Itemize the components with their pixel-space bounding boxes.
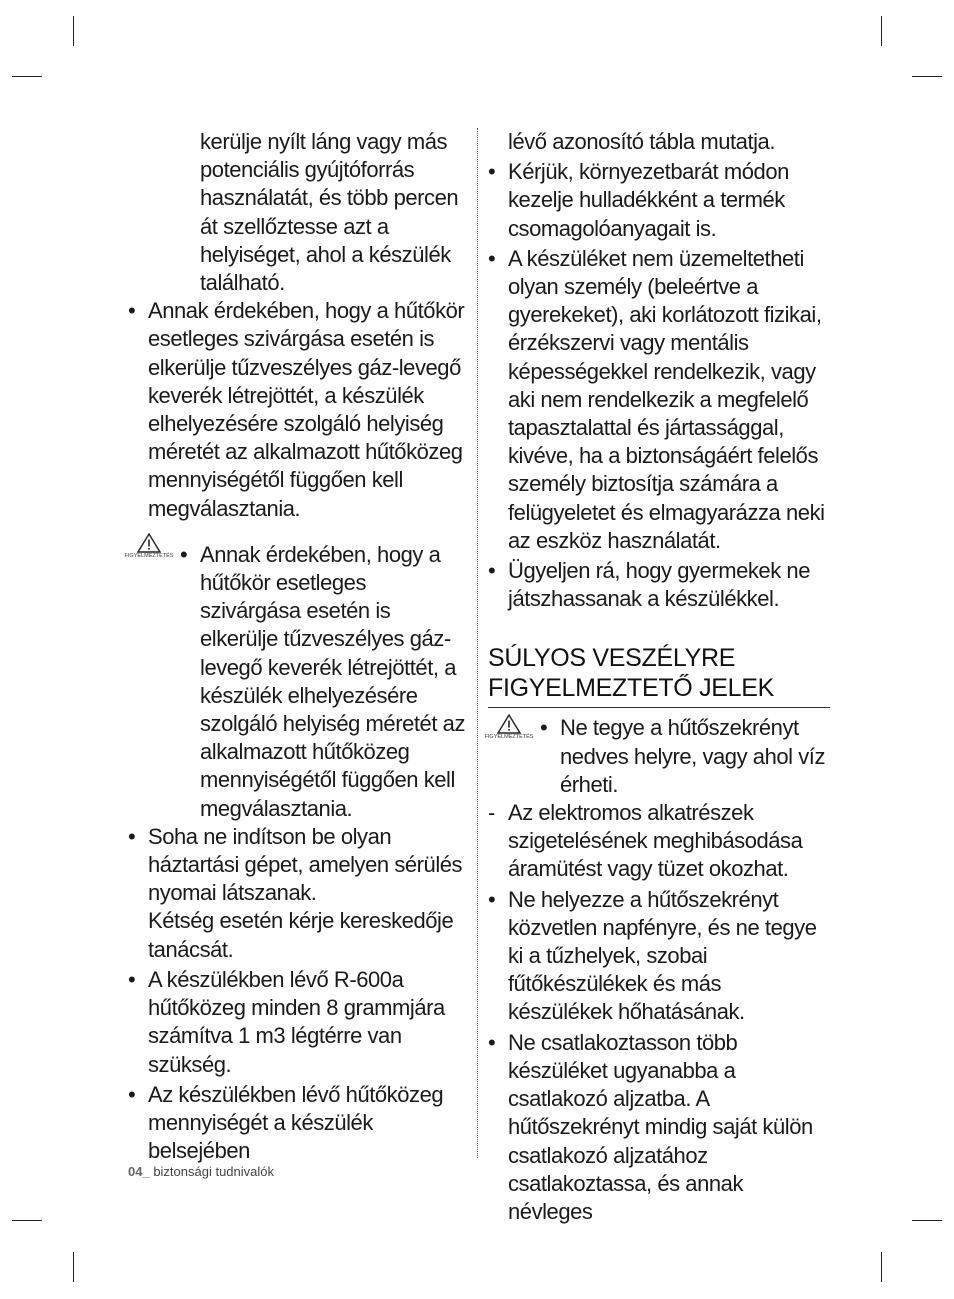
crop-mark — [73, 16, 74, 46]
right-intro-text: lévő azonosító tábla mutatja. — [508, 129, 776, 154]
list-item-text: Kérjük, környezetbarát módon kezelje hulladékként a termék csomagolóanyagait is. — [508, 159, 789, 241]
crop-mark — [881, 1252, 882, 1282]
list-item-text: Annak érdekében, hogy a hűtőkör esetleges szivárgása esetén is elkerülje tűzveszélyes gáz-levegő keverék létrejöttét, a készülék elhelyezésére szolgáló helyiség méretét az alkalmazott hűtőközeg mennyiségétől függően kell megválasztania. — [148, 298, 465, 521]
bullet-marker: • — [488, 1029, 496, 1055]
warning-item-text: Ne tegye a hűtőszekrényt nedves helyre, vagy ahol víz érheti. — [560, 715, 825, 797]
list-item-text: Soha ne indítson be olyan háztartási gépet, amelyen sérülés nyomai látszanak. — [148, 823, 463, 906]
list-item-extra-text: Kétség esetén kérje kereskedője tanácsát. — [148, 908, 454, 962]
list-item — [488, 1029, 830, 1226]
bullet-marker: • — [540, 715, 548, 741]
bullet-marker: • — [488, 558, 496, 584]
bullet-marker: • — [128, 966, 136, 992]
left-intro-text: kerülje nyílt láng vagy más potenciális gyújtóforrás használatát, és több percen át szellőztesse azt a helyiséget, ahol a készülék található. — [200, 129, 459, 296]
warning-block — [484, 714, 830, 799]
list-item-text: A készüléket nem üzemeltetheti olyan személy (beleértve a gyerekeket), aki korlátozott fizikai, érzékszervi vagy mentális képességekkel rendelkezik, vagy aki nem rendelkezik a megfelelő tapasztalattal és jártassággal, kivéve, ha a biztonságáért felelős személy biztosítja számára a felügyeletet és elmagyarázza neki az eszköz használatát. — [508, 245, 825, 553]
crop-mark — [881, 16, 882, 46]
bullet-marker: • — [128, 1081, 136, 1107]
crop-mark — [12, 1220, 42, 1221]
list-item — [128, 823, 470, 964]
right-column — [484, 128, 830, 1226]
crop-mark — [912, 76, 942, 77]
list-item — [128, 1081, 470, 1166]
left-column — [124, 128, 470, 1165]
list-item-text: Ne helyezze a hűtőszekrényt közvetlen napfényre, és ne tegye ki a tűzhelyek, szobai fűtőkészülékek és más készülékek hőhatásának. — [508, 886, 817, 1025]
warning-label: FIGYELMEZTETÉS — [124, 552, 174, 559]
list-item — [128, 297, 470, 523]
list-item — [128, 966, 470, 1079]
list-item — [488, 158, 830, 243]
bullet-marker: • — [488, 886, 496, 912]
warning-label: FIGYELMEZTETÉS — [484, 734, 534, 741]
bullet-marker: • — [180, 541, 188, 567]
warning-item-text: Annak érdekében, hogy a hűtőkör esetleges szivárgása esetén is elkerülje tűzveszélyes gáz-levegő keverék létrejöttét, a készülék elhelyezésére szolgáló helyiség méretét az alkalmazott hűtőközeg mennyiségétől függően kell megválasztania. — [200, 541, 465, 821]
bullet-marker: • — [488, 245, 496, 271]
dash-marker: - — [488, 800, 495, 826]
warning-list-item — [488, 714, 830, 799]
crop-mark — [73, 1252, 74, 1282]
bullet-marker: • — [488, 159, 496, 185]
section-name: biztonsági tudnivalók — [149, 1164, 275, 1179]
crop-mark — [912, 1220, 942, 1221]
list-item — [488, 557, 830, 613]
page-footer — [128, 1164, 274, 1179]
dash-list-item — [488, 799, 830, 884]
bullet-marker: • — [128, 823, 136, 849]
list-item — [488, 886, 830, 1027]
list-item-text: Ügyeljen rá, hogy gyermekek ne játszhassanak a készülékkel. — [508, 558, 810, 612]
column-divider — [477, 128, 478, 1158]
warning-list-item — [128, 541, 470, 823]
crop-mark — [12, 76, 42, 77]
bullet-marker: • — [128, 298, 136, 324]
warning-block — [124, 541, 470, 823]
list-item-text: Az készülékben lévő hűtőközeg mennyiségét a készülék belsejében — [148, 1081, 444, 1164]
page-number: 04_ — [128, 1164, 150, 1179]
section-heading: SÚLYOS VESZÉLYRE FIGYELMEZTETŐ JELEK — [488, 643, 830, 708]
list-item-text: Az elektromos alkatrészek szigetelésének meghibásodása áramütést vagy tüzet okozhat. — [508, 800, 803, 882]
list-item-text: A készülékben lévő R-600a hűtőközeg minden 8 grammjára számítva 1 m3 légtérre van szükség. — [148, 966, 445, 1077]
list-item — [488, 245, 830, 555]
list-item-text: Ne csatlakoztasson több készüléket ugyanabba a csatlakozó aljzatba. A hűtőszekrényt mindig saját külön csatlakozó aljzatához csatlakoztassa, és annak névleges — [508, 1029, 813, 1224]
